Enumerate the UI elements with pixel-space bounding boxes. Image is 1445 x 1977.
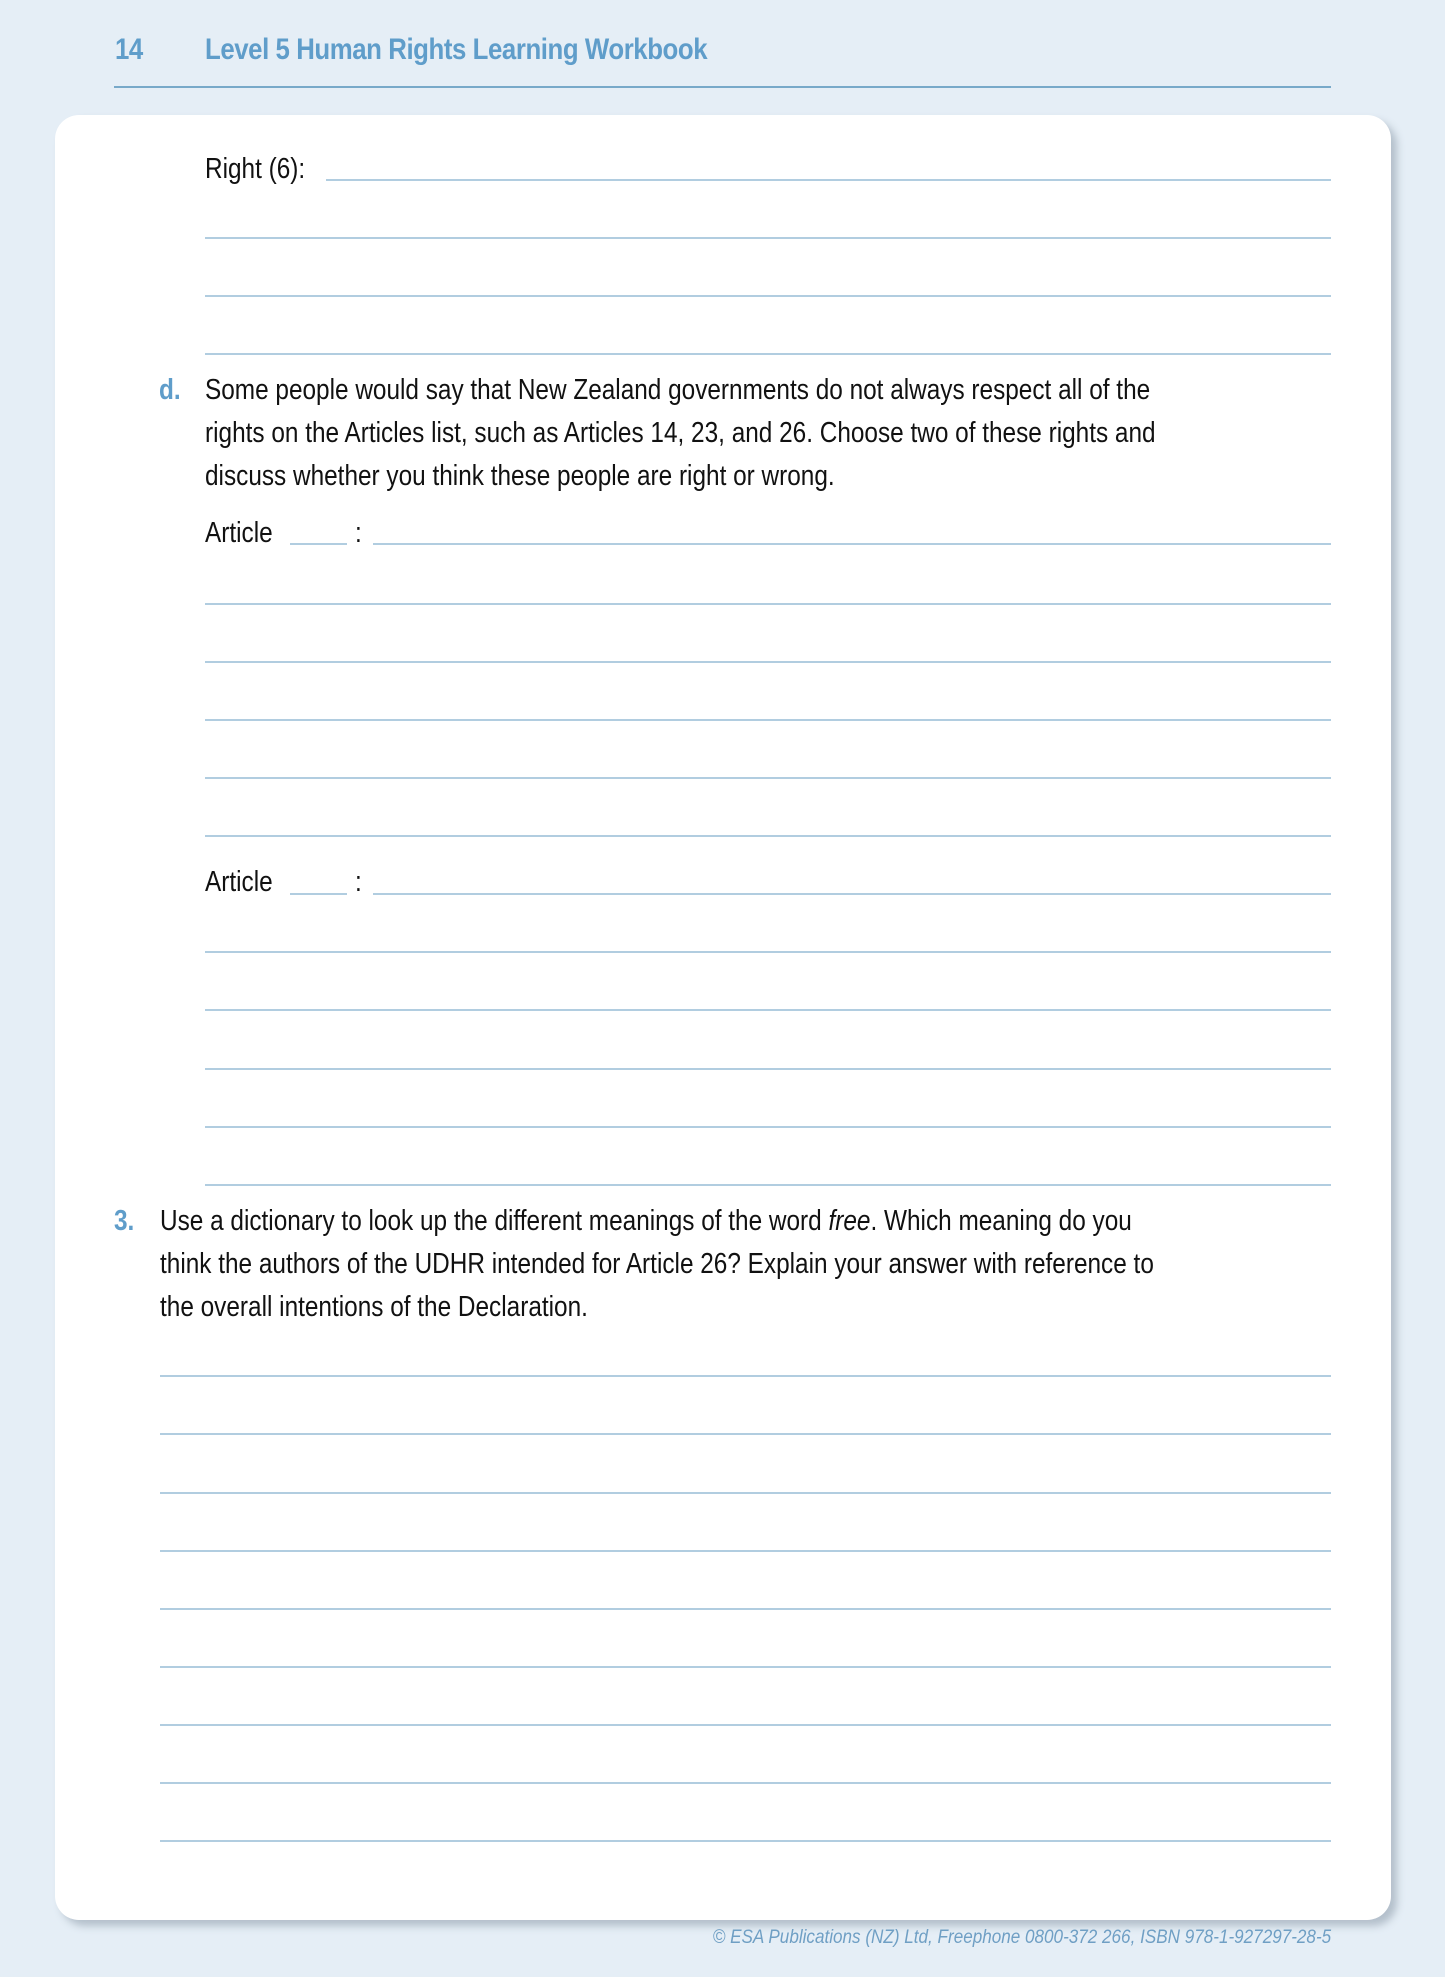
header-divider xyxy=(114,86,1331,88)
answer-line[interactable] xyxy=(373,543,1331,545)
italic-word-free: free xyxy=(828,1205,871,1237)
right-6-label: Right (6): xyxy=(205,153,306,185)
article-label: Article xyxy=(205,517,273,549)
question-d-text-line: Some people would say that New Zealand governments do not always respect all of the xyxy=(205,374,1151,406)
answer-line[interactable] xyxy=(205,603,1331,605)
question-3-text-line: the overall intentions of the Declaration. xyxy=(160,1291,588,1323)
question-3-text: . Which meaning do you xyxy=(870,1205,1132,1237)
answer-line[interactable] xyxy=(205,1126,1331,1128)
answer-line[interactable] xyxy=(205,295,1331,297)
question-3-text-line xyxy=(160,1200,1132,1243)
answer-line[interactable] xyxy=(205,661,1331,663)
answer-line[interactable] xyxy=(205,1068,1331,1070)
question-d-label: d. xyxy=(159,374,181,406)
copyright-footer: © ESA Publications (NZ) Ltd, Freephone 0800-372 266, ISBN 978-1-927297-28-5 xyxy=(712,1927,1331,1948)
answer-line[interactable] xyxy=(160,1375,1331,1377)
answer-line[interactable] xyxy=(205,1184,1331,1186)
answer-line[interactable] xyxy=(160,1550,1331,1552)
answer-line[interactable] xyxy=(326,179,1331,181)
question-3-text-line: think the authors of the UDHR intended for Article 26? Explain your answer with reference to xyxy=(160,1248,1154,1280)
answer-line[interactable] xyxy=(160,1666,1331,1668)
answer-line[interactable] xyxy=(205,1009,1331,1011)
answer-line[interactable] xyxy=(160,1840,1331,1842)
answer-line[interactable] xyxy=(160,1492,1331,1494)
workbook-title: Level 5 Human Rights Learning Workbook xyxy=(205,33,708,66)
answer-line[interactable] xyxy=(160,1433,1331,1435)
answer-line[interactable] xyxy=(205,835,1331,837)
answer-line[interactable] xyxy=(205,353,1331,355)
question-d-text-line: discuss whether you think these people are right or wrong. xyxy=(205,460,835,492)
answer-line[interactable] xyxy=(160,1782,1331,1784)
article-colon: : xyxy=(355,866,362,898)
article-number-blank[interactable] xyxy=(290,893,347,895)
answer-line[interactable] xyxy=(205,777,1331,779)
answer-line[interactable] xyxy=(373,893,1331,895)
page-number: 14 xyxy=(115,33,143,66)
article-number-blank[interactable] xyxy=(290,543,347,545)
answer-line[interactable] xyxy=(160,1608,1331,1610)
answer-line[interactable] xyxy=(160,1724,1331,1726)
answer-line[interactable] xyxy=(205,719,1331,721)
article-colon: : xyxy=(355,517,362,549)
answer-line[interactable] xyxy=(205,237,1331,239)
article-label: Article xyxy=(205,866,273,898)
question-3-text: Use a dictionary to look up the different meanings of the word xyxy=(160,1205,829,1237)
question-d-text-line: rights on the Articles list, such as Articles 14, 23, and 26. Choose two of these rights and xyxy=(205,417,1156,449)
question-3-label: 3. xyxy=(114,1205,135,1237)
answer-line[interactable] xyxy=(205,951,1331,953)
